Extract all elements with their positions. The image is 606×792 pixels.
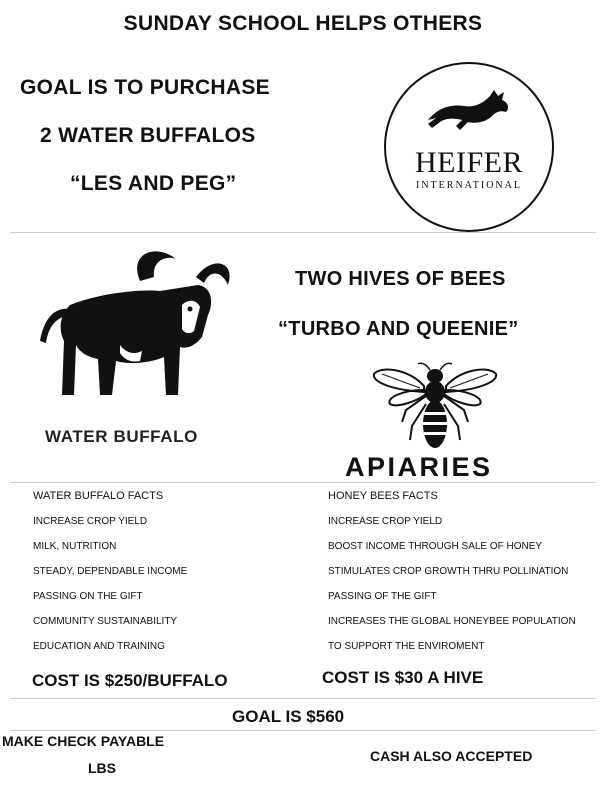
water-buffalo-caption: WATER BUFFALO: [45, 427, 198, 446]
list-item: STEADY, DEPENDABLE INCOME: [33, 566, 188, 577]
heifer-cow-icon: [424, 86, 516, 134]
list-item: STIMULATES CROP GROWTH THRU POLLINATION: [328, 566, 569, 577]
list-item: TO SUPPORT THE ENVIROMENT: [328, 641, 485, 652]
logo-name: HEIFER: [415, 146, 523, 179]
cost-buffalo: COST IS $250/BUFFALO: [32, 671, 228, 690]
goal-line-2: 2 WATER BUFFALOS: [40, 124, 256, 147]
divider: [10, 698, 596, 699]
list-item: INCREASE CROP YIELD: [328, 516, 443, 527]
logo-subtitle: INTERNATIONAL: [416, 180, 522, 191]
water-buffalo-icon: [30, 245, 245, 405]
list-item: INCREASE CROP YIELD: [33, 516, 148, 527]
list-item: MILK, NUTRITION: [33, 541, 117, 552]
page-title: SUNDAY SCHOOL HELPS OTHERS: [123, 12, 483, 35]
list-item: COMMUNITY SUSTAINABILITY: [33, 616, 178, 627]
goal-total: GOAL IS $560: [232, 707, 345, 726]
bee-icon: [372, 360, 498, 452]
apiaries-caption: APIARIES: [345, 452, 493, 482]
bees-heading-1: TWO HIVES OF BEES: [295, 268, 506, 290]
check-payable-line2: LBS: [88, 760, 116, 776]
buffalo-facts-heading: WATER BUFFALO FACTS: [33, 490, 164, 502]
goal-line-3: “LES AND PEG”: [70, 172, 237, 195]
bee-facts-list: [328, 484, 576, 659]
list-item: BOOST INCOME THROUGH SALE OF HONEY: [328, 541, 543, 552]
divider: [10, 232, 596, 233]
check-payable-line1: MAKE CHECK PAYABLE: [2, 733, 165, 749]
bees-heading-2: “TURBO AND QUEENIE”: [278, 318, 519, 340]
list-item: EDUCATION AND TRAINING: [33, 641, 165, 652]
cash-accepted: CASH ALSO ACCEPTED: [370, 748, 533, 764]
divider: [10, 730, 596, 731]
goal-line-1: GOAL IS TO PURCHASE: [20, 76, 270, 99]
list-item: PASSING OF THE GIFT: [328, 591, 437, 602]
cost-hive: COST IS $30 A HIVE: [322, 668, 484, 687]
list-item: INCREASES THE GLOBAL HONEYBEE POPULATION: [328, 616, 576, 627]
bee-facts-heading: HONEY BEES FACTS: [328, 490, 438, 502]
heifer-logo: [384, 62, 554, 232]
buffalo-facts-list: [33, 484, 187, 659]
divider: [10, 482, 596, 483]
list-item: PASSING ON THE GIFT: [33, 591, 143, 602]
